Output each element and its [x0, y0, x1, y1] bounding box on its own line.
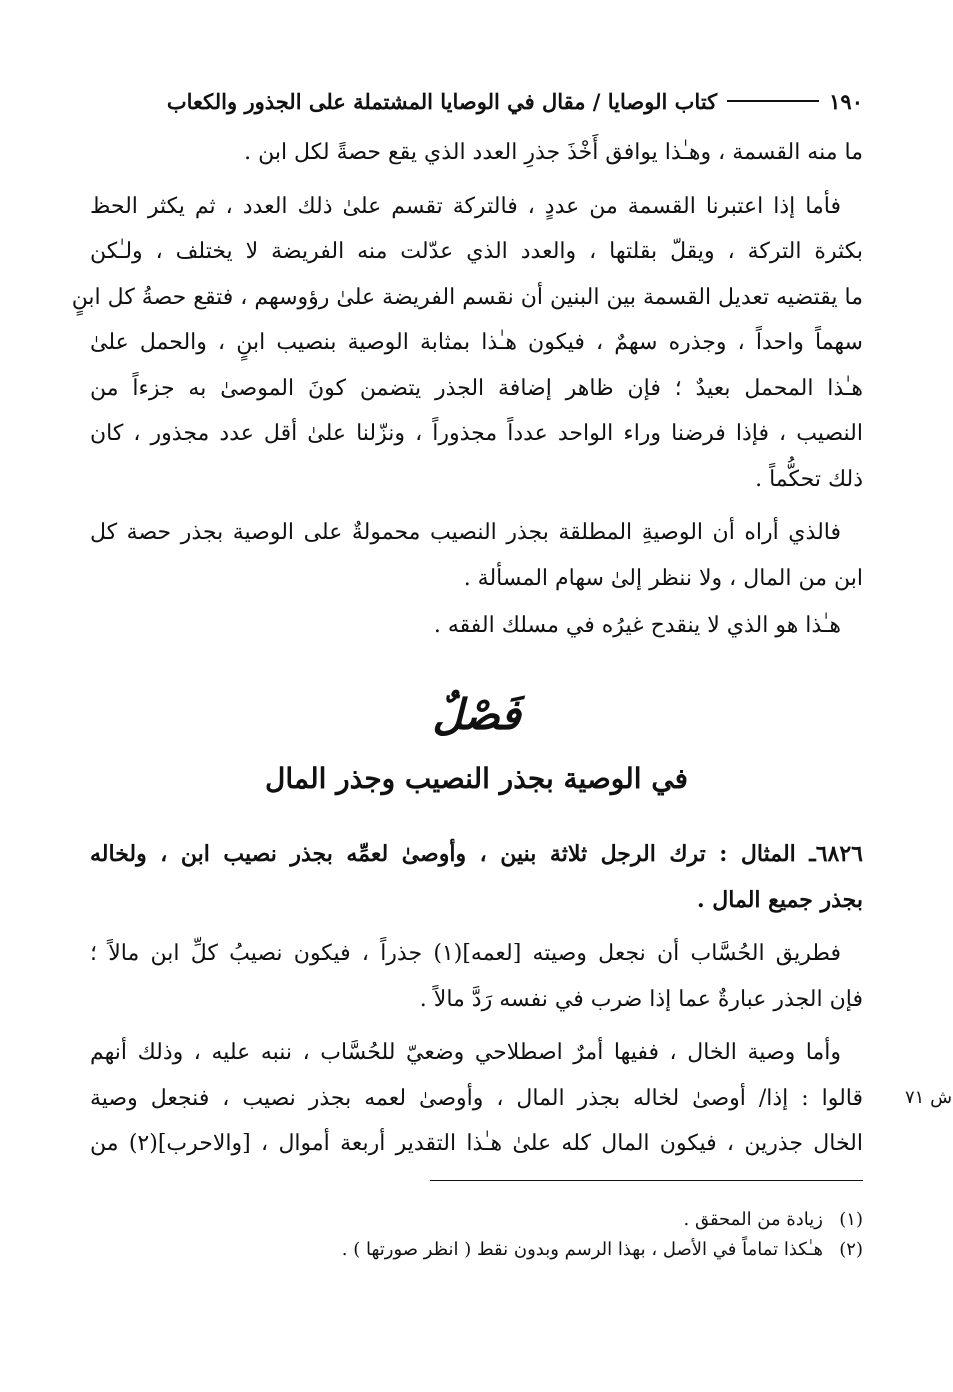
text-line: ما يقتضيه تعديل القسمة بين البنين أن نقسم الفريضة علىٰ رؤوسهم ، فتقع حصةُ كل ابنٍ	[71, 284, 863, 310]
text-line: ما منه القسمة ، وهـٰذا يوافق أَخْذَ جذرِ العدد الذي يقع حصةً لكل ابن .	[244, 140, 863, 165]
footnote-1	[90, 1205, 863, 1235]
text-line: ابن من المال ، ولا ننظر إلىٰ سهام المسألة .	[463, 565, 863, 591]
body-text-section-1	[71, 130, 863, 649]
footnote-number: (١)	[839, 1209, 863, 1230]
text-line: فأما إذا اعتبرنا القسمة من عددٍ ، فالتركة تقسم علىٰ ذلك العدد ، ثم يكثر الحظ	[90, 193, 841, 219]
text-line: بكثرة التركة ، ويقلّ بقلتها ، والعدد الذي عدّلت منه الفريضة لا يختلف ، ولـٰكن	[90, 239, 863, 264]
margin-manuscript-ref: ش ٧١	[905, 1087, 953, 1108]
text-line: الخال جذرين ، فيكون المال كله علىٰ هـٰذا التقدير أربعة أموال ، [والاحرب](٢) من	[90, 1131, 863, 1156]
paragraph-uncle-bequest	[90, 1030, 863, 1167]
footnotes	[90, 1205, 863, 1265]
footnote-2	[90, 1235, 863, 1265]
paragraph-3	[90, 510, 863, 601]
paragraph-calculators	[90, 931, 863, 1022]
text-line: وأما وصية الخال ، ففيها أمرٌ اصطلاحي وضعيّ للحُسَّاب ، ننبه عليه ، وذلك أنهم	[90, 1040, 841, 1065]
text-line: سهماً واحداً ، وجذره سهمٌ ، فيكون هـٰذا بمثابة الوصية بنصيب ابنٍ ، والحمل علىٰ	[90, 330, 863, 355]
text-line: فإن الجذر عبارةٌ عما إذا ضرب في نفسه رَدَّ مالاً .	[419, 986, 863, 1012]
text-line: هـٰذا المحمل بعيدٌ ؛ فإن ظاهر إضافة الجذر يتضمن كونَ الموصىٰ به جزءاً من	[90, 375, 863, 401]
footnote-separator	[430, 1180, 863, 1181]
footnote-number: (٢)	[839, 1239, 863, 1260]
section-heading: في الوصية بجذر النصيب وجذر المال	[265, 762, 688, 795]
text-line: فالذي أراه أن الوصيةِ المطلقة بجذر النصيب محمولةٌ على الوصية بجذر حصة كل	[90, 520, 841, 545]
text-line: فطريق الحُسَّاب أن نجعل وصيته [لعمه](١) جذراً ، فيكون نصيبُ كلِّ ابن مالاً ؛	[90, 941, 841, 966]
paragraph-2	[71, 184, 863, 503]
text-line: قالوا : إذا/ أوصىٰ لخاله بجذر المال ، وأوصىٰ لعمه بجذر نصيب ، فنجعل وصية	[90, 1085, 863, 1111]
page-number: ١٩٠	[829, 88, 863, 114]
text-line: ٦٨٢٦ـ المثال : ترك الرجل ثلاثة بنين ، وأوصىٰ لعمِّه بجذر نصيب ابن ، ولخاله	[90, 841, 863, 867]
example-paragraph	[90, 832, 863, 923]
footnote-text: هـٰكذا تماماً في الأصل ، بهذا الرسم وبدون نقط ( انظر صورتها ) .	[341, 1239, 823, 1260]
paragraph-4	[90, 603, 863, 649]
header-rule	[727, 100, 819, 102]
header-title: كتاب الوصايا / مقال في الوصايا المشتملة على الجذور والكعاب	[166, 88, 718, 114]
text-line: ذلك تحكُّماً .	[755, 466, 863, 492]
paragraph-continuation	[90, 130, 863, 176]
section-ornament-fasl: فَصْلٌ	[432, 690, 521, 739]
footnote-text: زيادة من المحقق .	[683, 1209, 823, 1230]
body-text-section-2	[90, 832, 863, 1167]
running-header	[90, 84, 863, 118]
text-line: النصيب ، فإذا فرضنا وراء الواحد عدداً مجذوراً ، ونزّلنا علىٰ أقل عدد مجذور ، كان	[90, 421, 863, 446]
text-line: بجذر جميع المال .	[696, 886, 863, 913]
text-line: هـٰذا هو الذي لا ينقدح غيرُه في مسلك الفقه .	[433, 613, 841, 638]
